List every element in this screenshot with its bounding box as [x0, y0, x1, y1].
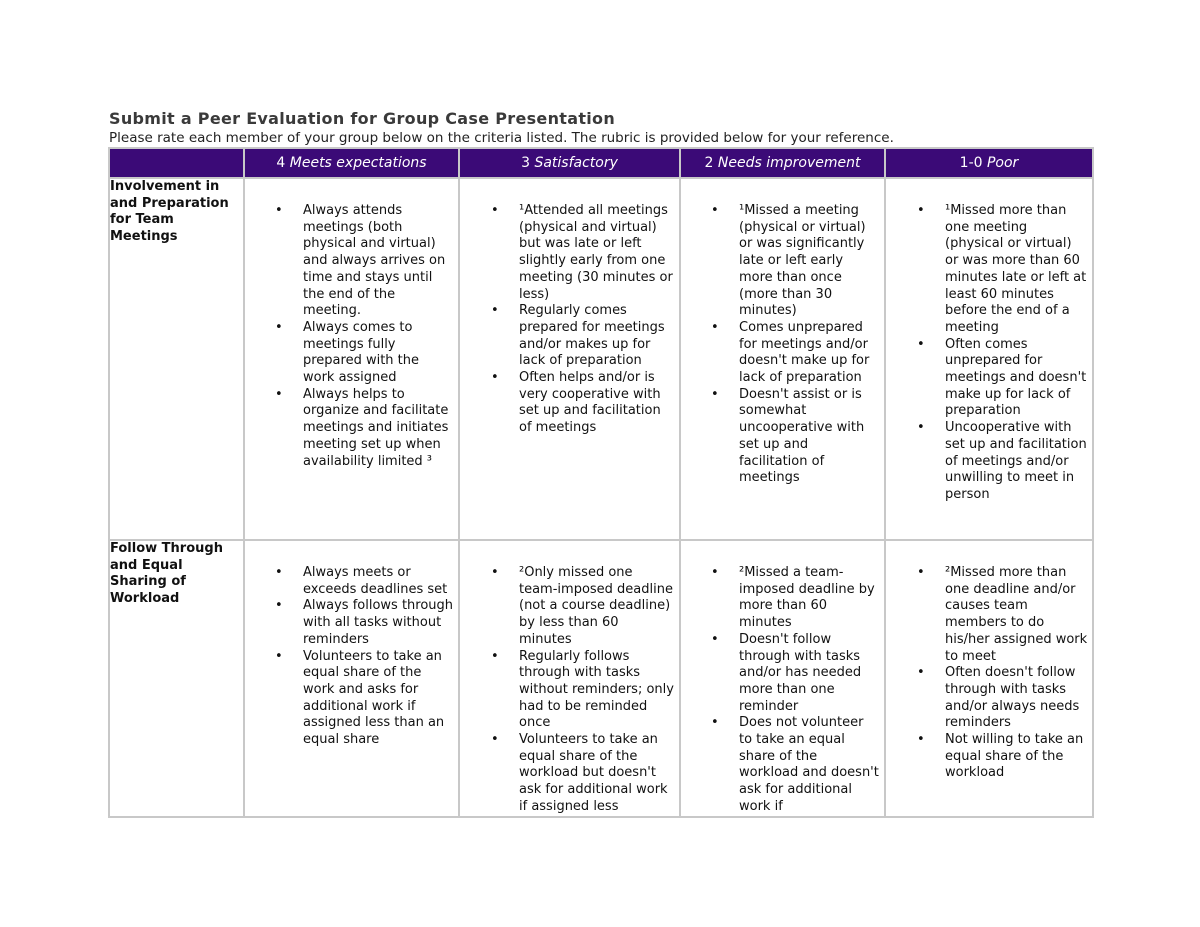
- list-item: • Does not volunteer to take an equal share of the workload and doesn't ask for additional work if: [739, 715, 880, 815]
- score-number: 3: [521, 155, 535, 171]
- criterion-label: Follow Through and Equal Sharing of Workload: [110, 541, 245, 816]
- rubric-cell: [681, 179, 886, 541]
- rubric-cell: [886, 541, 1092, 816]
- score-label: Satisfactory: [534, 155, 618, 171]
- list-item: • Often comes unprepared for meetings and doesn't make up for lack of preparation: [945, 337, 1088, 421]
- list-item: • Always comes to meetings fully prepared with the work assigned: [303, 320, 454, 387]
- header-satisfactory: [460, 149, 681, 179]
- rubric-cell: [460, 541, 681, 816]
- rubric-header-row: [110, 149, 1092, 179]
- list-item: • Often doesn't follow through with tasks and/or always needs reminders: [945, 665, 1088, 732]
- table-row-involvement: [110, 179, 1092, 541]
- rubric-cell: [681, 541, 886, 816]
- list-item: • Doesn't follow through with tasks and/or has needed more than one reminder: [739, 632, 880, 716]
- score-label: Poor: [986, 155, 1019, 171]
- list-item: • Always meets or exceeds deadlines set: [303, 565, 454, 598]
- rubric-cell: [245, 179, 460, 541]
- list-item: • ²Missed more than one deadline and/or causes team members to do his/her assigned work to meet: [945, 565, 1088, 665]
- list-item: • Uncooperative with set up and facilitation of meetings and/or unwilling to meet in person: [945, 420, 1088, 504]
- score-number: 1-0: [959, 155, 987, 171]
- list-item: • Volunteers to take an equal share of the work and asks for additional work if assigned less than an equal share: [303, 649, 454, 749]
- document-header: [109, 108, 1099, 147]
- list-item: • ²Only missed one team-imposed deadline (not a course deadline) by less than 60 minutes: [519, 565, 675, 649]
- header-meets-expectations: [245, 149, 460, 179]
- list-item: • Comes unprepared for meetings and/or doesn't make up for lack of preparation: [739, 320, 880, 387]
- list-item: • Not willing to take an equal share of the workload: [945, 732, 1088, 782]
- rubric-table: [108, 147, 1094, 818]
- list-item: • ¹Attended all meetings (physical and virtual) but was late or left slightly early from one meeting (30 minutes or less): [519, 203, 675, 303]
- list-item: • Regularly comes prepared for meetings and/or makes up for lack of preparation: [519, 303, 675, 370]
- list-item: • Often helps and/or is very cooperative with set up and facilitation of meetings: [519, 370, 675, 437]
- list-item: • ¹Missed a meeting (physical or virtual) or was significantly late or left early more than once (more than 30 minutes): [739, 203, 880, 320]
- score-label: Needs improvement: [717, 155, 861, 171]
- criterion-label: Involvement in and Preparation for Team Meetings: [110, 179, 245, 541]
- header-poor: [886, 149, 1092, 179]
- header-criteria-cell: [110, 149, 245, 179]
- header-needs-improvement: [681, 149, 886, 179]
- score-number: 2: [704, 155, 718, 171]
- list-item: • ¹Missed more than one meeting (physical or virtual) or was more than 60 minutes late or left at least 60 minutes before the end of a meeting: [945, 203, 1088, 337]
- score-label: Meets expectations: [289, 155, 427, 171]
- rubric-cell: [460, 179, 681, 541]
- list-item: • Volunteers to take an equal share of the workload but doesn't ask for additional work if assigned less: [519, 732, 675, 816]
- page-title: Submit a Peer Evaluation for Group Case Presentation: [109, 109, 616, 128]
- score-number: 4: [276, 155, 290, 171]
- page-subtitle: Please rate each member of your group below on the criteria listed. The rubric is provided below for your reference.: [109, 130, 894, 146]
- list-item: • Always attends meetings (both physical and virtual) and always arrives on time and stays until the end of the meeting.: [303, 203, 454, 320]
- list-item: • Doesn't assist or is somewhat uncooperative with set up and facilitation of meetings: [739, 387, 880, 487]
- rubric-cell: [245, 541, 460, 816]
- list-item: • Always follows through with all tasks without reminders: [303, 598, 454, 648]
- table-row-follow-through: [110, 541, 1092, 816]
- list-item: • Always helps to organize and facilitate meetings and initiates meeting set up when availability limited ³: [303, 387, 454, 471]
- list-item: • ²Missed a team-imposed deadline by more than 60 minutes: [739, 565, 880, 632]
- rubric-cell: [886, 179, 1092, 541]
- list-item: • Regularly follows through with tasks without reminders; only had to be reminded once: [519, 649, 675, 733]
